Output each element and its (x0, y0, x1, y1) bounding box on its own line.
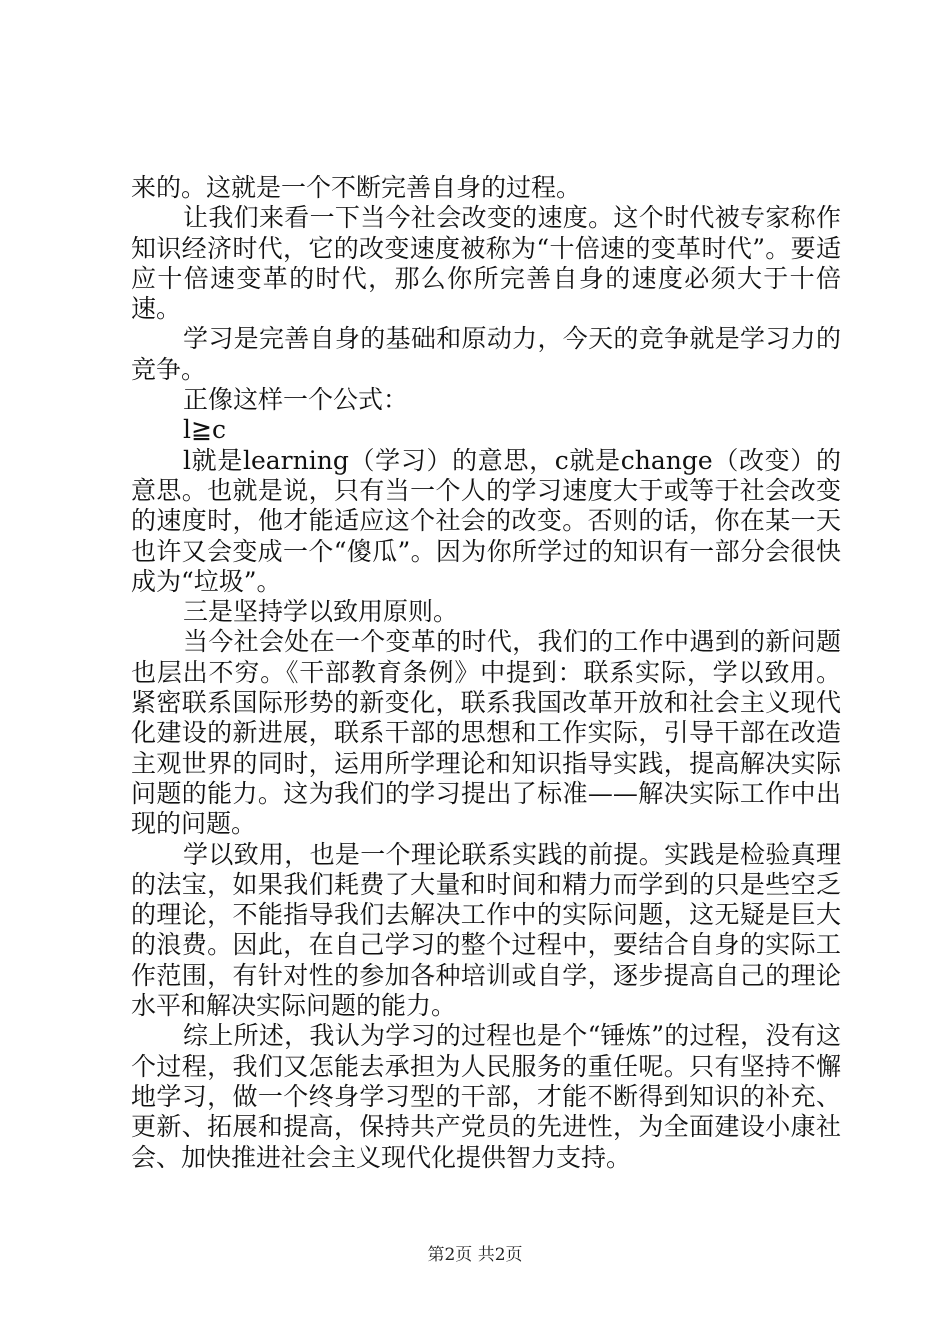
paragraph-7: 三是坚持学以致用原则。 (183, 597, 459, 627)
paragraph-1: 来的。这就是一个不断完善自身的过程。 (131, 173, 582, 202)
paragraph-9: 学以致用，也是一个理论联系实践的前提。实践是检验真理的法宝，如果我们耗费了大量和时间和精力而学到的只是些空乏的理论，不能指导我们去解决工作中的实际问题，这无疑是巨大的浪费。因此，在自己学习的整个过程中，要结合自身的实际工作范围，有针对性的参加各种培训或自学，逐步提高自己的理论水平和解决实际问题的能力。 (131, 839, 841, 1021)
formula-line: l≧c (183, 415, 226, 445)
paragraph-3: 学习是完善自身的基础和原动力，今天的竞争就是学习力的竞争。 (131, 324, 841, 384)
page-footer: 第2页 共2页 (427, 1245, 523, 1265)
paragraph-4: 正像这样一个公式： (183, 385, 409, 415)
paragraph-8: 当今社会处在一个变革的时代，我们的工作中遇到的新问题也层出不穷。《干部教育条例》中提到：联系实际，学以致用。紧密联系国际形势的新变化，联系我国改革开放和社会主义现代化建设的新进展，联系干部的思想和工作实际，引导干部在改造主观世界的同时，运用所学理论和知识指导实践，提高解决实际问题的能力。这为我们的学习提出了标准——解决实际工作中出现的问题。 (131, 627, 841, 839)
paragraph-10: 综上所述，我认为学习的过程也是个“锤炼”的过程，没有这个过程，我们又怎能去承担为人民服务的重任呢。只有坚持不懈地学习，做一个终身学习型的干部，才能不断得到知识的补充、更新、拓展和提高，保持共产党员的先进性，为全面建设小康社会、加快推进社会主义现代化提供智力支持。 (131, 1021, 841, 1172)
document-body (131, 173, 841, 1173)
paragraph-2: 让我们来看一下当今社会改变的速度。这个时代被专家称作知识经济时代，它的改变速度被称为“十倍速的变革时代”。要适应十倍速变革的时代，那么你所完善自身的速度必须大于十倍速。 (131, 203, 841, 324)
paragraph-6: l就是learning（学习）的意思，c就是change（改变）的意思。也就是说，只有当一个人的学习速度大于或等于社会改变的速度时，他才能适应这个社会的改变。否则的话，你在某一天也许又会变成一个“傻瓜”。因为你所学过的知识有一部分会很快成为“垃圾”。 (131, 445, 841, 596)
